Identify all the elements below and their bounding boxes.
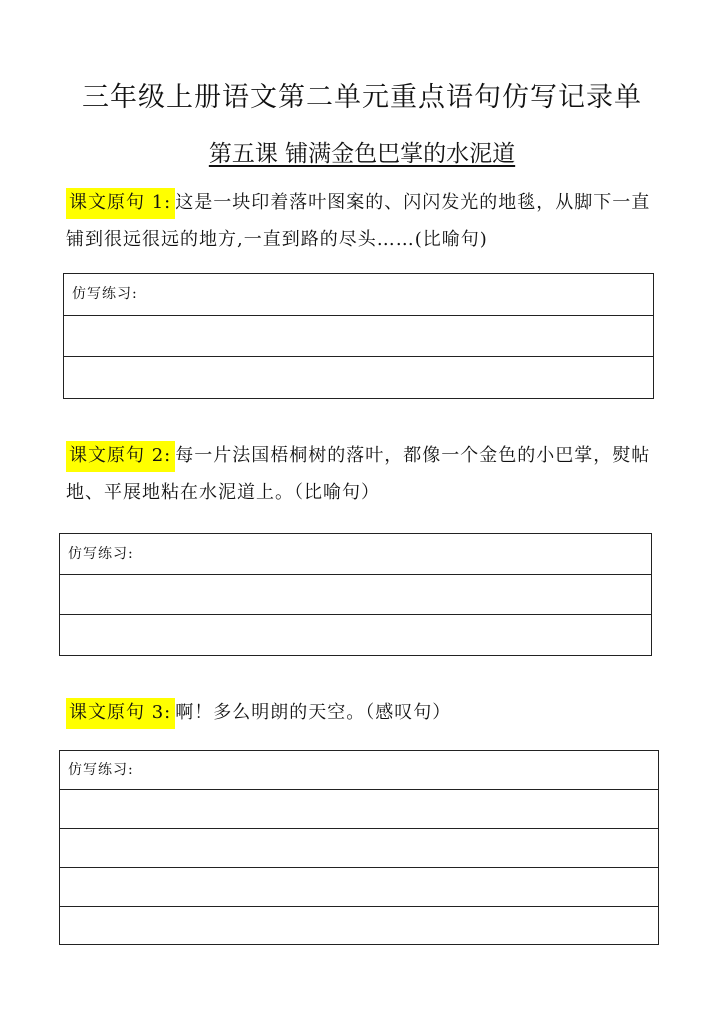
sentence-2-text: 每一片法国梧桐树的落叶，都像一个金色的小巴掌，熨帖地、平展地粘在水泥道上。（比喻句） [66,445,651,503]
practice-box-3 [59,750,659,945]
practice-blank-row[interactable] [64,316,653,357]
practice-blank-row[interactable] [60,829,658,868]
sentence-2-label: 课文原句 2: [66,441,175,472]
original-sentence-2 [66,437,666,511]
practice-blank-row[interactable] [60,575,651,615]
sentence-3-label: 课文原句 3: [66,698,175,729]
practice-blank-row[interactable] [64,357,653,398]
practice-header-row [60,534,651,575]
practice-blank-row[interactable] [60,790,658,829]
page-title: 三年级上册语文第二单元重点语句仿写记录单 [82,82,642,113]
sentence-3-text: 啊！多么明朗的天空。（感叹句） [175,702,452,723]
practice-box-2 [59,533,652,656]
practice-header-row [64,274,653,316]
practice-label: 仿写练习: [68,546,134,562]
sentence-1-text: 这是一块印着落叶图案的、闪闪发光的地毯，从脚下一直铺到很远很远的地方,一直到路的尽头……(比喻句) [66,192,651,250]
practice-label: 仿写练习: [68,762,134,778]
sentence-1-label: 课文原句 1: [66,188,175,219]
lesson-title [0,137,724,171]
original-sentence-1 [66,184,666,258]
practice-blank-row[interactable] [60,907,658,943]
practice-label: 仿写练习: [72,286,138,302]
lesson-title-text: 第五课 铺满金色巴掌的水泥道 [208,141,516,167]
practice-blank-row[interactable] [60,615,651,655]
practice-header-row [60,751,658,790]
original-sentence-3 [66,694,666,731]
practice-blank-row[interactable] [60,868,658,907]
practice-box-1 [63,273,654,399]
